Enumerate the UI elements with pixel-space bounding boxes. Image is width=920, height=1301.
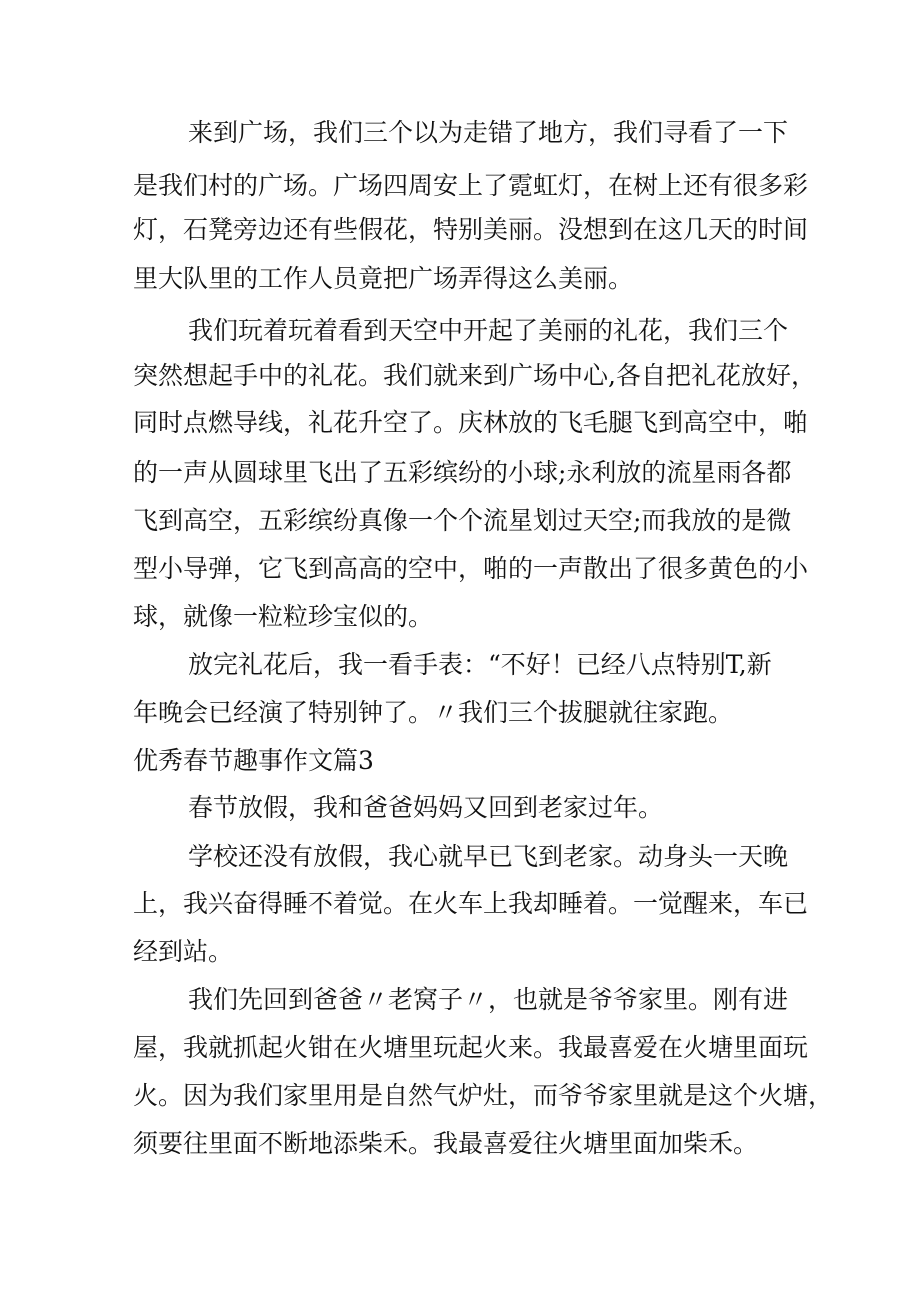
text-line: 来到广场，我们三个以为走错了地方，我们寻看了一下: [188, 118, 789, 147]
text-line: 火。因为我们家里用是自然气炉灶，而爷爷家里就是这个火塘，: [133, 1081, 834, 1110]
text-line: 灯，石凳旁边还有些假花，特别美丽。没想到在这几天的时间: [133, 215, 809, 244]
text-line: 是我们村的广场。广场四周安上了霓虹灯，在树上还有很多彩: [133, 171, 809, 200]
text-line: 放完礼花后，我一看手表：“不好！已经八点特别T,新: [188, 650, 772, 679]
text-line: 的一声从圆球里飞出了五彩缤纷的小球;永利放的流星雨各都: [133, 458, 792, 487]
text-line: 我们先回到爸爸〃老窝子〃，也就是爷爷家里。刚有进: [188, 985, 789, 1014]
text-line: 春节放假，我和爸爸妈妈又回到老家过年。: [188, 793, 664, 822]
text-line: 同时点燃导线，礼花升空了。庆林放的飞毛腿飞到高空中，啪: [133, 408, 809, 437]
text-line: 屋，我就抓起火钳在火塘里玩起火来。我最喜爱在火塘里面玩: [133, 1033, 809, 1062]
text-line: 飞到高空，五彩缤纷真像一个个流星划过天空;而我放的是微: [133, 506, 792, 535]
text-line: 里大队里的工作人员竟把广场弄得这么美丽。: [133, 264, 634, 293]
text-line: 须要往里面不断地添柴禾。我最喜爱往火塘里面加柴禾。: [133, 1129, 759, 1158]
text-line: 我们玩着玩着看到天空中开起了美丽的礼花，我们三个: [188, 316, 789, 345]
text-line: 突然想起手中的礼花。我们就来到广场中心,各自把礼花放好，: [133, 361, 816, 390]
section-heading: 优秀春节趣事作文篇3: [133, 746, 374, 775]
text-line: 上，我兴奋得睡不着觉。在火车上我却睡着。一觉醒来，车已: [133, 889, 809, 918]
text-line: 年晚会已经演了特别钟了。〃我们三个拔腿就往家跑。: [133, 698, 734, 727]
text-line: 型小导弹，它飞到高高的空中，啪的一声散出了很多黄色的小: [133, 554, 809, 583]
text-line: 经到站。: [133, 937, 234, 966]
text-line: 学校还没有放假，我心就早已飞到老家。动身头一天晚: [188, 842, 789, 871]
text-line: 球，就像一粒粒珍宝似的。: [133, 602, 434, 631]
